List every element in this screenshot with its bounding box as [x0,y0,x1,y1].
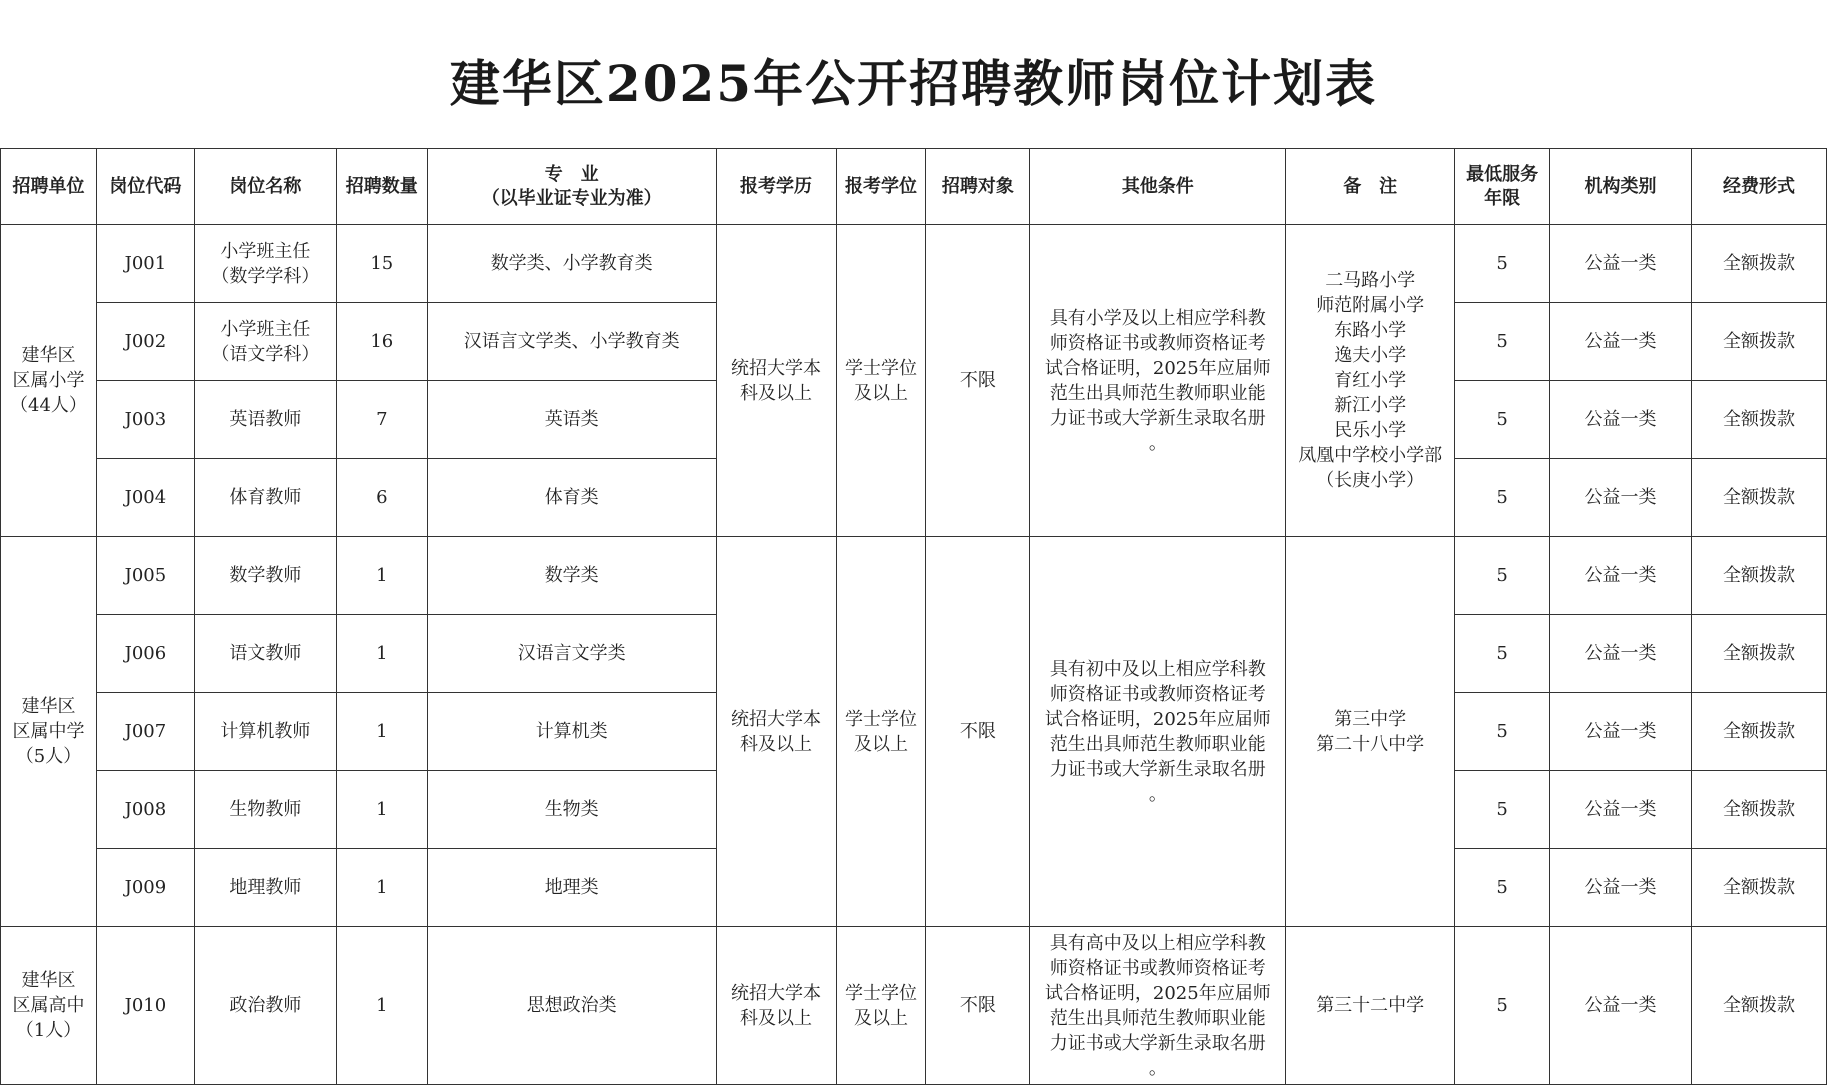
education-line: 科及以上 [740,382,813,404]
major-cell: 思想政治类 [427,927,716,1085]
service-years-cell: 5 [1455,615,1550,693]
degree-cell [836,927,926,1085]
recruitment-plan-table [0,148,1827,1085]
position-name-line: 地理教师 [229,877,302,898]
funding-cell: 全额拨款 [1691,303,1826,381]
conditions-line: 具有小学及以上相应学科教 [1049,307,1266,329]
count-cell: 1 [336,693,427,771]
major-cell: 生物类 [427,771,716,849]
header-major-line1: 专 业 [544,163,599,185]
degree-line: 学士学位 [844,357,917,379]
org-type-cell: 公益一类 [1550,381,1692,459]
conditions-line: 范生出具师范生教师职业能 [1049,1007,1266,1029]
conditions-line: 试合格证明，2025年应届师 [1044,982,1271,1004]
count-cell: 1 [336,537,427,615]
education-cell [716,537,836,927]
education-cell [716,225,836,537]
remarks-line: 育红小学 [1334,370,1407,391]
header-service-line2: 年限 [1484,187,1521,209]
education-line: 统招大学本 [731,357,822,379]
remarks-line: （长庚小学） [1316,470,1425,491]
header-conditions: 其他条件 [1030,149,1286,225]
degree-cell [836,537,926,927]
position-name-line: 生物教师 [229,799,302,820]
education-line: 统招大学本 [731,708,822,730]
header-target: 招聘对象 [926,149,1030,225]
unit-cell [1,927,97,1085]
header-degree: 报考学位 [836,149,926,225]
position-name-line: 小学班主任 [220,318,311,340]
degree-line: 及以上 [853,382,908,404]
table-row [1,537,1827,615]
table-row [1,927,1827,1085]
code-cell: J008 [96,771,194,849]
remarks-line: 师范附属小学 [1316,295,1425,316]
header-education: 报考学历 [716,149,836,225]
conditions-cell [1030,537,1286,927]
conditions-line: 师资格证书或教师资格证考 [1049,683,1266,705]
service-years-cell: 5 [1455,927,1550,1085]
count-cell: 16 [336,303,427,381]
remarks-line: 新江小学 [1334,395,1407,416]
org-type-cell: 公益一类 [1550,693,1692,771]
conditions-line: 力证书或大学新生录取名册 [1049,407,1266,429]
position-name-cell [194,849,336,927]
org-type-cell: 公益一类 [1550,537,1692,615]
major-cell: 汉语言文学类、小学教育类 [427,303,716,381]
funding-cell: 全额拨款 [1691,225,1826,303]
target-cell: 不限 [926,225,1030,537]
position-name-line: 政治教师 [229,995,302,1016]
position-name-cell [194,927,336,1085]
conditions-line: 师资格证书或教师资格证考 [1049,957,1266,979]
conditions-cell [1030,927,1286,1085]
unit-line: （1人） [15,1020,82,1041]
conditions-cell [1030,225,1286,537]
position-name-line: 小学班主任 [220,240,311,262]
service-years-cell: 5 [1455,771,1550,849]
position-name-cell [194,537,336,615]
code-cell: J007 [96,693,194,771]
remarks-cell [1286,927,1455,1085]
table-body [1,225,1827,1085]
header-major-line2: （以毕业证专业为准） [481,187,662,209]
remarks-line: 逸夫小学 [1334,345,1407,366]
header-unit: 招聘单位 [1,149,97,225]
conditions-line: 力证书或大学新生录取名册 [1049,1032,1266,1054]
conditions-line: 具有初中及以上相应学科教 [1049,658,1266,680]
position-name-line: 体育教师 [229,487,302,508]
header-service [1455,149,1550,225]
target-cell: 不限 [926,927,1030,1085]
position-name-line: 计算机教师 [220,721,311,742]
count-cell: 15 [336,225,427,303]
degree-line: 学士学位 [844,982,917,1004]
code-cell: J001 [96,225,194,303]
remarks-line: 民乐小学 [1334,420,1407,441]
remarks-line: 第三中学 [1334,708,1407,730]
code-cell: J009 [96,849,194,927]
code-cell: J005 [96,537,194,615]
org-type-cell: 公益一类 [1550,849,1692,927]
position-name-cell [194,459,336,537]
funding-cell: 全额拨款 [1691,381,1826,459]
code-cell: J003 [96,381,194,459]
count-cell: 1 [336,849,427,927]
conditions-line: 师资格证书或教师资格证考 [1049,332,1266,354]
code-cell: J002 [96,303,194,381]
conditions-line: 范生出具师范生教师职业能 [1049,733,1266,755]
position-name-line: 语文教师 [229,643,302,664]
position-name-cell [194,381,336,459]
service-years-cell: 5 [1455,537,1550,615]
conditions-line: 。 [1148,432,1167,454]
org-type-cell: 公益一类 [1550,615,1692,693]
funding-cell: 全额拨款 [1691,537,1826,615]
count-cell: 1 [336,771,427,849]
major-cell: 数学类、小学教育类 [427,225,716,303]
position-name-cell [194,771,336,849]
unit-line: 区属小学 [12,370,85,391]
major-cell: 汉语言文学类 [427,615,716,693]
funding-cell: 全额拨款 [1691,927,1826,1085]
header-count: 招聘数量 [336,149,427,225]
funding-cell: 全额拨款 [1691,615,1826,693]
remarks-line: 第二十八中学 [1316,733,1425,755]
unit-cell [1,225,97,537]
service-years-cell: 5 [1455,693,1550,771]
header-org-type: 机构类别 [1550,149,1692,225]
education-line: 科及以上 [740,1007,813,1029]
header-funding: 经费形式 [1691,149,1826,225]
position-name-line: （数学学科） [211,265,320,287]
major-cell: 地理类 [427,849,716,927]
major-cell: 计算机类 [427,693,716,771]
major-cell: 体育类 [427,459,716,537]
funding-cell: 全额拨款 [1691,849,1826,927]
target-cell: 不限 [926,537,1030,927]
remarks-line: 凤凰中学校小学部 [1298,445,1443,466]
remarks-line: 第三十二中学 [1316,995,1425,1016]
org-type-cell: 公益一类 [1550,459,1692,537]
remarks-cell [1286,225,1455,537]
position-name-line: 数学教师 [229,565,302,586]
funding-cell: 全额拨款 [1691,459,1826,537]
education-line: 科及以上 [740,733,813,755]
header-code: 岗位代码 [96,149,194,225]
header-name: 岗位名称 [194,149,336,225]
education-cell [716,927,836,1085]
remarks-line: 东路小学 [1334,320,1407,341]
conditions-line: 。 [1148,783,1167,805]
service-years-cell: 5 [1455,381,1550,459]
table-row [1,225,1827,303]
code-cell: J010 [96,927,194,1085]
funding-cell: 全额拨款 [1691,693,1826,771]
conditions-line: 试合格证明，2025年应届师 [1044,708,1271,730]
service-years-cell: 5 [1455,849,1550,927]
major-cell: 数学类 [427,537,716,615]
remarks-line: 二马路小学 [1325,270,1416,291]
major-cell: 英语类 [427,381,716,459]
position-name-line: 英语教师 [229,409,302,430]
header-remarks: 备 注 [1286,149,1455,225]
position-name-cell [194,615,336,693]
count-cell: 1 [336,927,427,1085]
conditions-line: 试合格证明，2025年应届师 [1044,357,1271,379]
header-service-line1: 最低服务 [1466,163,1539,185]
code-cell: J004 [96,459,194,537]
funding-cell: 全额拨款 [1691,771,1826,849]
count-cell: 1 [336,615,427,693]
degree-cell [836,225,926,537]
position-name-cell [194,693,336,771]
position-name-line: （语文学科） [211,343,320,365]
unit-line: （5人） [15,746,82,767]
conditions-line: 范生出具师范生教师职业能 [1049,382,1266,404]
org-type-cell: 公益一类 [1550,927,1692,1085]
unit-cell [1,537,97,927]
unit-line: （44人） [10,395,87,416]
education-line: 统招大学本 [731,982,822,1004]
count-cell: 6 [336,459,427,537]
unit-line: 建华区 [21,970,76,991]
unit-line: 建华区 [21,696,76,717]
conditions-line: 。 [1148,1057,1167,1079]
org-type-cell: 公益一类 [1550,771,1692,849]
conditions-line: 力证书或大学新生录取名册 [1049,758,1266,780]
unit-line: 区属中学 [12,721,85,742]
degree-line: 及以上 [853,733,908,755]
header-row [1,149,1827,225]
count-cell: 7 [336,381,427,459]
degree-line: 学士学位 [844,708,917,730]
degree-line: 及以上 [853,1007,908,1029]
service-years-cell: 5 [1455,225,1550,303]
code-cell: J006 [96,615,194,693]
remarks-cell [1286,537,1455,927]
org-type-cell: 公益一类 [1550,225,1692,303]
unit-line: 区属高中 [12,995,85,1016]
page-title: 建华区2025年公开招聘教师岗位计划表 [449,54,1378,113]
position-name-cell [194,225,336,303]
unit-line: 建华区 [21,345,76,366]
conditions-line: 具有高中及以上相应学科教 [1049,932,1266,954]
position-name-cell [194,303,336,381]
header-major [427,149,716,225]
service-years-cell: 5 [1455,459,1550,537]
service-years-cell: 5 [1455,303,1550,381]
org-type-cell: 公益一类 [1550,303,1692,381]
